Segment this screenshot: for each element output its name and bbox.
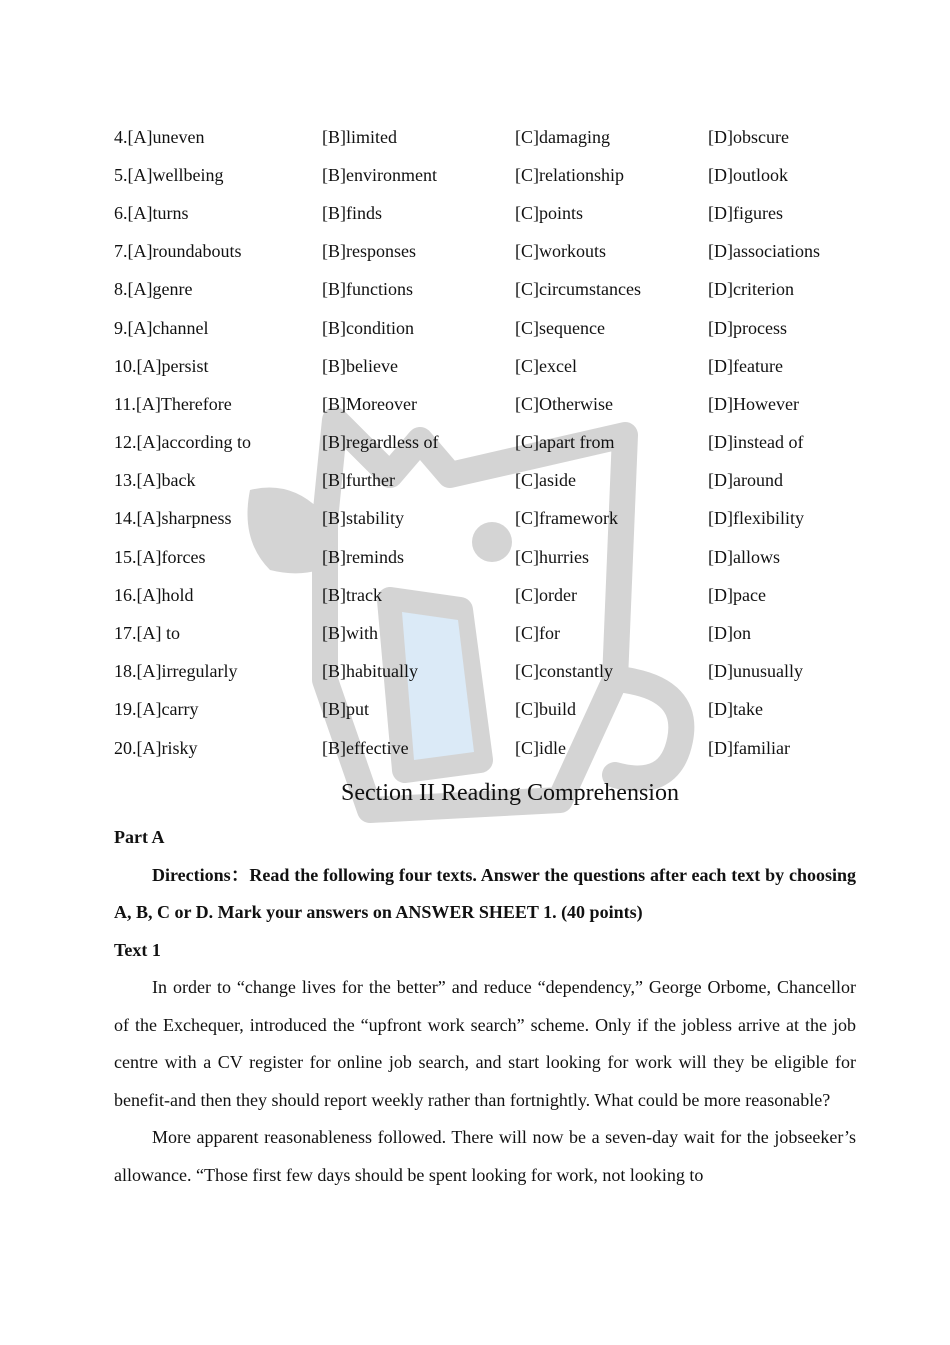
directions: Directions：Read the following four texts. Answer the questions after each text by choosing A, B, C or D. Mark your answers on ANSWER SHEET 1. (40 points) (114, 864, 856, 923)
option-a: 5.[A]wellbeing (114, 164, 224, 185)
option-a: 10.[A]persist (114, 355, 209, 376)
option-row (114, 729, 856, 767)
option-c: [C]idle (515, 737, 566, 758)
option-c: [C]framework (515, 508, 618, 529)
option-a: 20.[A]risky (114, 737, 198, 758)
option-a: 16.[A]hold (114, 584, 194, 605)
option-b: [B]limited (322, 126, 397, 147)
option-row (114, 156, 856, 194)
option-c: [C]relationship (515, 164, 624, 185)
option-d: [D]unusually (708, 661, 803, 682)
option-a: 14.[A]sharpness (114, 508, 232, 529)
option-a: 13.[A]back (114, 470, 196, 491)
option-b: [B]habitually (322, 661, 418, 682)
option-b: [B]Moreover (322, 393, 417, 414)
option-row (114, 347, 856, 385)
option-d: [D]allows (708, 546, 780, 567)
option-c: [C]order (515, 584, 577, 605)
option-d: [D]familiar (708, 737, 790, 758)
option-d: [D]outlook (708, 164, 788, 185)
option-c: [C]apart from (515, 432, 615, 453)
option-c: [C]aside (515, 470, 576, 491)
option-d: [D]However (708, 393, 799, 414)
part-label: Part A (114, 827, 165, 848)
option-a: 15.[A]forces (114, 546, 206, 567)
option-c: [C]excel (515, 355, 577, 376)
option-c: [C]points (515, 202, 584, 223)
option-row (114, 271, 856, 309)
option-row (114, 385, 856, 423)
option-c: [C]build (515, 699, 576, 720)
option-c: [C]for (515, 623, 560, 644)
text-heading: Text 1 (114, 939, 161, 960)
option-a: 8.[A]genre (114, 279, 193, 300)
option-a: 11.[A]Therefore (114, 393, 232, 414)
option-a: 18.[A]irregularly (114, 661, 238, 682)
option-c: [C]workouts (515, 241, 606, 262)
option-a: 12.[A]according to (114, 432, 251, 453)
option-a: 7.[A]roundabouts (114, 241, 242, 262)
option-a: 4.[A]uneven (114, 126, 205, 147)
option-row (114, 691, 856, 729)
option-a: 17.[A] to (114, 623, 180, 644)
option-c: [C]damaging (515, 126, 610, 147)
option-row (114, 576, 856, 614)
option-d: [D]around (708, 470, 783, 491)
option-row (114, 462, 856, 500)
option-b: [B]stability (322, 508, 404, 529)
option-b: [B]believe (322, 355, 398, 376)
option-a: 6.[A]turns (114, 202, 189, 223)
paragraph: More apparent reasonableness followed. There will now be a seven-day wait for the jobseeker’s allowance. “Those first few days should be spent looking for work, not looking to (114, 1127, 856, 1185)
option-d: [D]on (708, 623, 751, 644)
option-d: [D]obscure (708, 126, 789, 147)
option-row (114, 309, 856, 347)
option-row (114, 118, 856, 156)
section-title: Section II Reading Comprehension (341, 780, 679, 807)
option-d: [D]process (708, 317, 787, 338)
option-d: [D]associations (708, 241, 820, 262)
paragraph: In order to “change lives for the better” and reduce “dependency,” George Orbome, Chancellor of the Exchequer, introduced the “upfront work search” scheme. Only if the jobless arrive at the job centre with a CV register for online job search, and start looking for work will they be eligible for benefit-and then they should report weekly rather than fortnightly. What could be more reasonable? (114, 977, 856, 1110)
option-row (114, 538, 856, 576)
option-d: [D]pace (708, 584, 766, 605)
option-a: 19.[A]carry (114, 699, 199, 720)
option-b: [B]with (322, 623, 378, 644)
option-b: [B]regardless of (322, 432, 439, 453)
option-row (114, 194, 856, 232)
option-row (114, 233, 856, 271)
option-d: [D]flexibility (708, 508, 804, 529)
option-b: [B]responses (322, 241, 416, 262)
option-d: [D]figures (708, 202, 783, 223)
option-c: [C]circumstances (515, 279, 641, 300)
option-b: [B]functions (322, 279, 413, 300)
option-row (114, 614, 856, 652)
option-b: [B]further (322, 470, 395, 491)
option-b: [B]reminds (322, 546, 404, 567)
option-row (114, 500, 856, 538)
option-c: [C]hurries (515, 546, 589, 567)
exam-page (114, 118, 856, 1194)
option-d: [D]instead of (708, 432, 804, 453)
option-b: [B]condition (322, 317, 414, 338)
option-b: [B]track (322, 584, 382, 605)
option-c: [C]constantly (515, 661, 613, 682)
option-a: 9.[A]channel (114, 317, 209, 338)
option-c: [C]Otherwise (515, 393, 613, 414)
option-b: [B]put (322, 699, 369, 720)
option-b: [B]finds (322, 202, 382, 223)
option-row (114, 424, 856, 462)
option-c: [C]sequence (515, 317, 605, 338)
options-table (114, 118, 856, 767)
option-d: [D]take (708, 699, 763, 720)
option-b: [B]environment (322, 164, 437, 185)
option-d: [D]feature (708, 355, 783, 376)
option-d: [D]criterion (708, 279, 794, 300)
option-row (114, 653, 856, 691)
option-b: [B]effective (322, 737, 409, 758)
